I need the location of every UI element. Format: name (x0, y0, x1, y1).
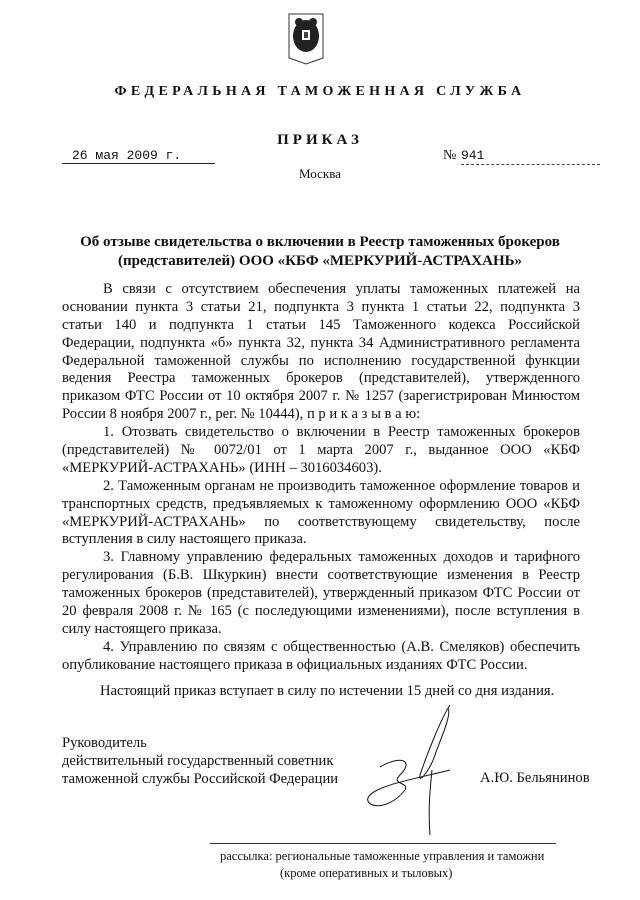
order-date: 26 мая 2009 г. (62, 148, 215, 164)
body-line: приказом ФТС России от 10 октября 2007 г. № 1257 (зарегистрирован Минюстом (62, 388, 580, 405)
body-line: ведения Реестра таможенных брокеров (представителей), утвержденного (62, 370, 580, 387)
signatory-title (62, 734, 338, 788)
distribution-list (220, 848, 544, 882)
body-line: статьи 140 и подпункта 1 статьи 145 Таможенного кодекса Российской (62, 316, 580, 333)
body-line: 20 февраля 2008 г. № 165 (с последующими изменениями), после вступления в (62, 603, 580, 620)
body-line: Федеральной таможенной службы по исполнению государственной функции (62, 352, 580, 369)
signatory-name: А.Ю. Бельянинов (480, 770, 590, 786)
body-line: транспортных средств, предъявляемых к таможенному оформлению ООО «КБФ (62, 495, 580, 512)
body-line: 2. Таможенным органам не производить таможенное оформление товаров и (103, 477, 580, 494)
body-line: 3. Главному управлению федеральных таможенных доходов и тарифного (103, 549, 580, 566)
body-line: регулирования (Б.В. Шкуркин) внести соответствующие изменения в Реестр (62, 567, 580, 584)
effective-clause: Настоящий приказ вступает в силу по истечении 15 дней со дня издания. (100, 683, 555, 699)
body-line: 4. Управлению по связям с общественностью (А.В. Смеляков) обеспечить (103, 638, 580, 655)
order-number-label: № (443, 148, 457, 163)
body-line: основании пункта 3 статьи 21, подпункта 3 пункта 1 статьи 22, подпункта 3 (62, 298, 580, 315)
coat-of-arms-icon (287, 8, 325, 66)
body-line: вступления в силу настоящего приказа. (62, 531, 307, 548)
title-line: (представителей) ООО «КБФ «МЕРКУРИЙ-АСТРАХАНЬ» (117, 253, 523, 269)
distribution-line: (кроме оперативных и тыловых) (280, 866, 453, 880)
document-body (62, 281, 580, 675)
body-line: (представителей) № 0072/01 от 1 марта 2007 г., выданное ООО «КБФ (62, 442, 580, 459)
body-line: Федерации, подпункта «б» пункта 32, пункта 34 Административного регламента (62, 334, 580, 351)
agency-name: ФЕДЕРАЛЬНАЯ ТАМОЖЕННАЯ СЛУЖБА (114, 84, 526, 99)
body-line: опубликование настоящего приказа в официальных изданиях ФТС России. (62, 656, 528, 673)
signatory-line: действительный государственный советник (62, 753, 334, 769)
body-line: «МЕРКУРИЙ-АСТРАХАНЬ» (ИНН – 3016034603). (62, 459, 382, 476)
title-line: Об отзыве свидетельства о включении в Реестр таможенных брокеров (80, 234, 560, 250)
city: Москва (299, 166, 341, 181)
body-line: 1. Отозвать свидетельство о включении в Реестр таможенных брокеров (103, 424, 580, 441)
body-line: «МЕРКУРИЙ-АСТРАХАНЬ» по соответствующему свидетельству, после (62, 513, 580, 530)
handwritten-signature (340, 700, 490, 840)
order-number: 941 (461, 148, 600, 165)
document-title (40, 233, 600, 271)
body-line: В связи с отсутствием обеспечения уплаты таможенных платежей на (103, 281, 580, 297)
body-line: таможенных брокеров (представителей), утвержденный приказом ФТС России от (62, 585, 580, 602)
signatory-line: Руководитель (62, 735, 147, 751)
divider (210, 843, 556, 844)
distribution-line: рассылка: региональные таможенные управления и таможни (220, 849, 545, 863)
signatory-line: таможенной службы Российской Федерации (62, 771, 339, 787)
body-line: России 8 ноября 2007 г., рег. № 10444), п р и к а з ы в а ю: (62, 406, 421, 423)
document-type: ПРИКАЗ (277, 132, 363, 148)
body-line: силу настоящего приказа. (62, 620, 222, 637)
